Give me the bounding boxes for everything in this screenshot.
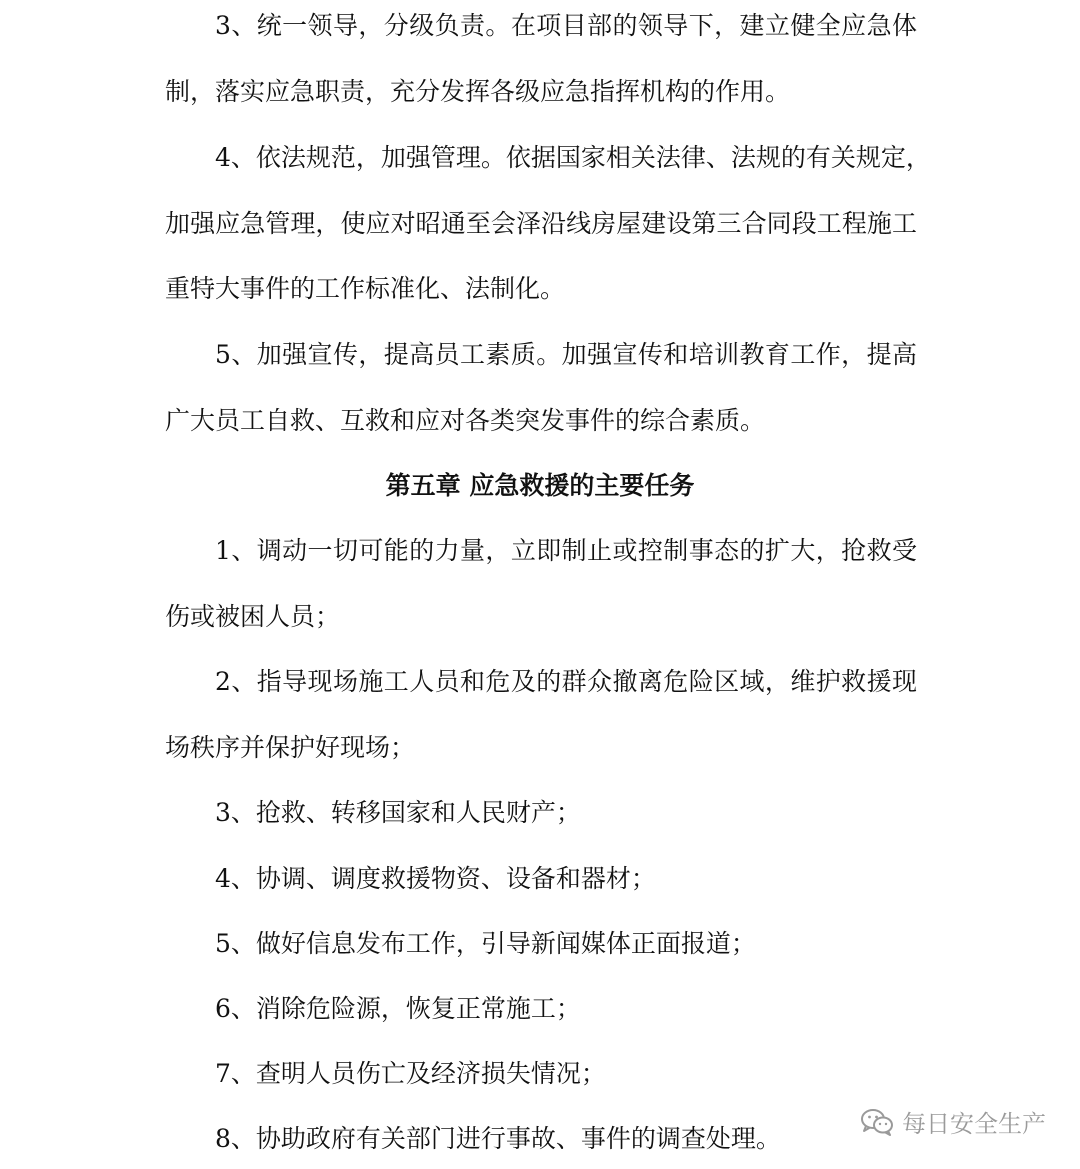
- watermark: [860, 1104, 1046, 1139]
- task-line: 4、协调、调度救援物资、设备和器材；: [215, 864, 656, 893]
- task-line: 伤或被困人员；: [165, 602, 341, 631]
- task-line: 场秩序并保护好现场；: [165, 733, 416, 762]
- task-line: 2、指导现场施工人员和危及的群众撤离危险区域，维护救援现: [215, 667, 917, 696]
- paragraph-line: 广大员工自救、互救和应对各类突发事件的综合素质。: [165, 406, 766, 435]
- task-line: 5、做好信息发布工作，引导新闻媒体正面报道；: [215, 929, 756, 958]
- task-line: 3、抢救、转移国家和人民财产；: [215, 798, 581, 827]
- wechat-icon: [860, 1108, 894, 1136]
- task-line: 7、查明人员伤亡及经济损失情况；: [215, 1059, 606, 1088]
- paragraph-line: 重特大事件的工作标准化、法制化。: [165, 274, 566, 303]
- watermark-text: 每日安全生产: [902, 1110, 1046, 1138]
- paragraph-line: 5、加强宣传，提高员工素质。加强宣传和培训教育工作，提高: [215, 340, 917, 369]
- task-line: 8、协助政府有关部门进行事故、事件的调查处理。: [215, 1124, 781, 1153]
- chapter-heading: 第五章 应急救援的主要任务: [385, 471, 695, 500]
- paragraph-line: 加强应急管理，使应对昭通至会泽沿线房屋建设第三合同段工程施工: [165, 209, 917, 238]
- paragraph-line: 3、统一领导，分级负责。在项目部的领导下，建立健全应急体: [215, 11, 917, 40]
- paragraph-line: 4、依法规范，加强管理。依据国家相关法律、法规的有关规定，: [215, 143, 931, 172]
- paragraph-line: 制，落实应急职责，充分发挥各级应急指挥机构的作用。: [165, 77, 791, 106]
- task-line: 6、消除危险源，恢复正常施工；: [215, 994, 581, 1023]
- task-line: 1、调动一切可能的力量，立即制止或控制事态的扩大，抢救受: [215, 536, 917, 565]
